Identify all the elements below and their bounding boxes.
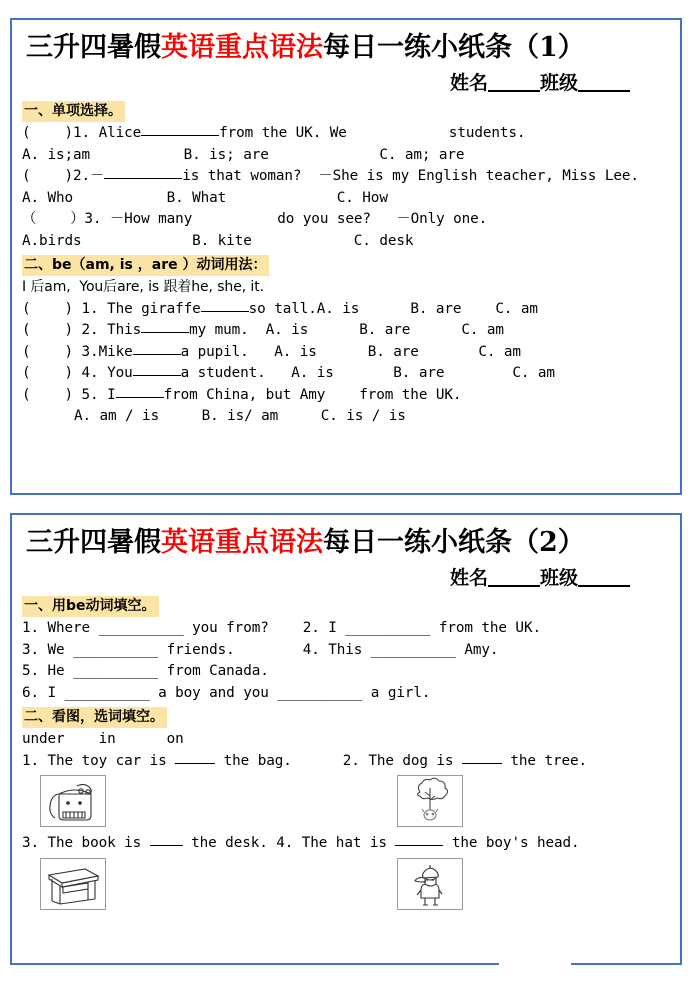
card-1-section-1-heading: 一、单项选择。	[22, 101, 125, 122]
card-1-name-class-row	[22, 68, 670, 98]
picture-item-3-text-before: The book is	[47, 835, 142, 851]
card-1-q1-options[interactable]: A. is;am B. is; are C. am; are	[22, 146, 465, 163]
card-1-be-rule: I 后am, You后are, is 跟着he, she, it.	[22, 279, 264, 295]
card-2-name-blank[interactable]	[488, 585, 540, 587]
card-2-word-bank: under in on	[22, 731, 184, 747]
picture-sentence-row-1	[22, 751, 670, 773]
picture-item-1-text-before: The toy car is	[47, 752, 167, 769]
picture-item-1-number: 1.	[22, 752, 40, 769]
bag-with-toy-car-image	[40, 775, 106, 827]
fill-item-3[interactable]: 3. We __________ friends.	[22, 641, 235, 658]
card-1-name-label: 姓名	[449, 72, 488, 94]
card-2-class-label: 班级	[539, 567, 578, 589]
picture-row-2	[22, 858, 670, 916]
card-2-section-1-heading-row	[22, 595, 670, 617]
card-1-q2-stem: ( )2.－ is that woman? －She is my English teacher, Miss Lee.	[22, 168, 639, 184]
card-2-title-red: 英语重点语法	[161, 527, 323, 558]
picture-item-1-text-after: the bag.	[223, 752, 292, 769]
card-1-be-q5-options[interactable]: A. am / is B. is/ am C. is / is	[74, 408, 406, 424]
card-1-name-blank[interactable]	[488, 90, 540, 92]
card-1-q1-stem: ( )1. Alice from the UK. We students.	[22, 125, 526, 141]
boy-with-cap-image	[397, 858, 463, 910]
picture-item-2-text-before: The dog is	[368, 752, 454, 769]
card-1-section-1-heading-row	[22, 100, 670, 122]
picture-item-4-text-after: the boy's head.	[451, 835, 580, 851]
card-1-title-post: 每日一练小纸条（1）	[323, 32, 585, 63]
card-2-section-2-heading-row	[22, 706, 670, 728]
card-1-section-2-heading: 二、be（am, is ，are ）动词用法：	[22, 255, 269, 276]
worksheet-card-1	[10, 18, 682, 495]
be-q5-blank[interactable]	[116, 397, 164, 398]
card-1-q3-options[interactable]: A.birds B. kite C. desk	[22, 232, 414, 249]
card-2-section-1-heading: 一、用be动词填空。	[22, 596, 159, 617]
card-1-q2-options[interactable]: A. Who B. What C. How	[22, 189, 388, 206]
picture-item-3-blank[interactable]	[150, 845, 183, 846]
card-1-be-q5: ( ) 5. I from China, but Amy from the UK.	[22, 386, 462, 403]
fill-item-1[interactable]: 1. Where __________ you from?	[22, 620, 269, 636]
picture-item-3-text-after: the desk.	[191, 835, 268, 851]
card-2-fill-row-2	[22, 640, 670, 662]
card-1-title	[26, 28, 670, 68]
card-2-title	[26, 523, 670, 563]
fill-item-6[interactable]: 6. I __________ a boy and you __________ a girl.	[22, 684, 431, 701]
be-q1-blank[interactable]	[201, 311, 249, 312]
card-1-class-blank[interactable]	[578, 90, 630, 92]
card-2-class-blank[interactable]	[578, 585, 630, 587]
picture-item-4-blank[interactable]	[395, 845, 443, 846]
card-1-title-red: 英语重点语法	[161, 32, 323, 63]
card-2-title-pre: 三升四暑假	[26, 527, 161, 558]
card-1-be-q4: ( ) 4. You a student. A. is B. are C. am	[22, 365, 555, 381]
card-2-fill-row-1	[22, 618, 670, 640]
fill-item-5[interactable]: 5. He __________ from Canada.	[22, 663, 269, 679]
picture-item-4-text-before: The hat is	[301, 835, 387, 851]
fill-item-4[interactable]: 4. This __________ Amy.	[302, 641, 499, 658]
card-2-section-2-heading: 二、看图，选词填空。	[22, 707, 167, 728]
picture-row-1	[22, 775, 670, 833]
picture-item-2-number: 2.	[342, 752, 360, 769]
card-2-fill-row-3	[22, 661, 670, 683]
card-1-title-pre: 三升四暑假	[26, 32, 161, 63]
card-1-q3-stem: （ ）3. －How many do you see? －Only one.	[22, 211, 488, 227]
be-q3-blank[interactable]	[133, 354, 181, 355]
worksheet-card-2	[10, 513, 682, 965]
picture-sentence-row-2	[22, 833, 670, 855]
picture-item-2-blank[interactable]	[462, 763, 502, 764]
card-2-fill-row-4	[22, 683, 670, 705]
card-2-name-label: 姓名	[449, 567, 488, 589]
picture-item-2-text-after: the tree.	[510, 752, 587, 769]
tree-with-dog-image	[397, 775, 463, 827]
card-2-name-class-row	[22, 563, 670, 593]
card-2-title-post: 每日一练小纸条（2）	[323, 527, 585, 558]
picture-item-1-blank[interactable]	[175, 763, 215, 764]
picture-item-4-number: 4.	[276, 835, 294, 851]
desk-image	[40, 858, 106, 910]
picture-item-3-number: 3.	[22, 835, 40, 851]
be-q2-blank[interactable]	[141, 332, 189, 333]
card-1-class-label: 班级	[539, 72, 578, 94]
card-1-be-q1: ( ) 1. The giraffe so tall.A. is B. are C. am	[22, 300, 538, 317]
be-q4-blank[interactable]	[133, 375, 181, 376]
q1-blank[interactable]	[141, 135, 219, 136]
card-1-section-2-heading-row	[22, 254, 670, 276]
fill-item-2[interactable]: 2. I __________ from the UK.	[302, 620, 541, 636]
card-1-be-q2: ( ) 2. This my mum. A. is B. are C. am	[22, 322, 504, 338]
card-1-be-q3: ( ) 3.Mike a pupil. A. is B. are C. am	[22, 343, 521, 360]
q2-blank[interactable]	[104, 178, 182, 179]
